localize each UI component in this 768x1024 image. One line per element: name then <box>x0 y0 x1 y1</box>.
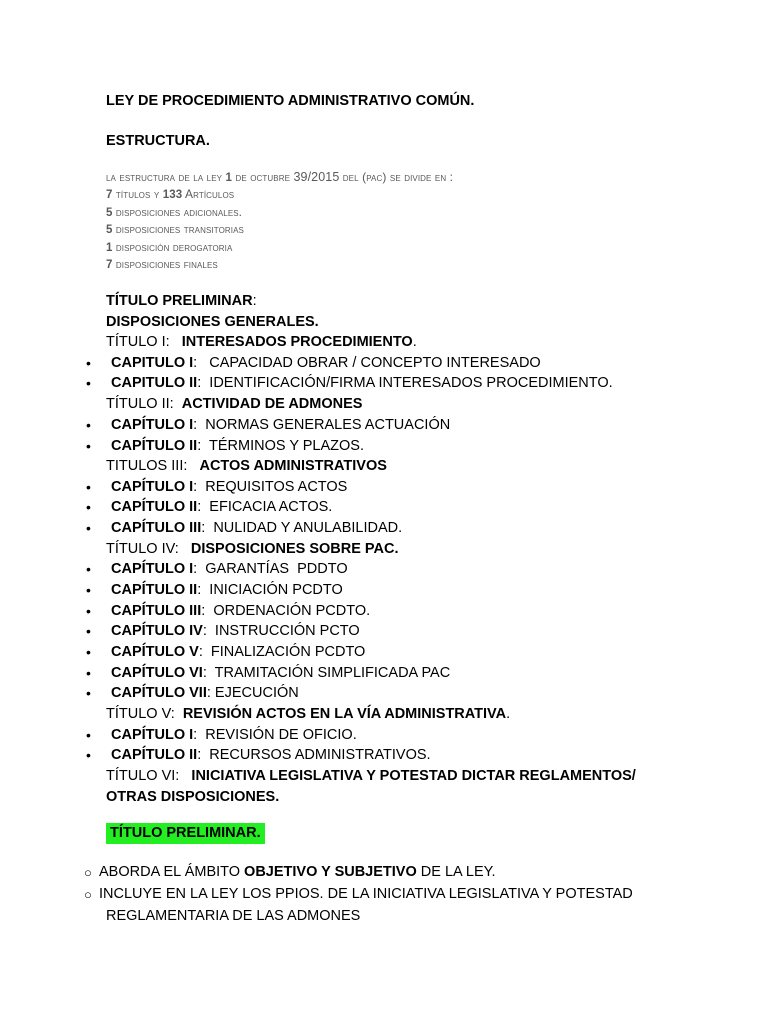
bullet-icon: • <box>86 499 91 515</box>
bullet-icon: • <box>86 603 91 619</box>
list-item <box>111 685 299 701</box>
count-number: 7 <box>106 189 113 201</box>
chapter-text: REQUISITOS ACTOS <box>197 479 348 495</box>
list-item <box>111 479 347 495</box>
titulo-name: INTERESADOS PROCEDIMIENTO <box>181 334 413 350</box>
chapter-text: CAPACIDAD OBRAR / CONCEPTO INTERESADO <box>197 355 541 371</box>
titulo-5-heading <box>106 706 510 722</box>
bullet-icon: • <box>86 375 91 391</box>
titulo-end: . <box>506 706 511 722</box>
count-additional <box>106 205 242 219</box>
chapter-label: CAPÍTULO I <box>111 727 194 743</box>
count-transitional <box>106 222 244 236</box>
list-item <box>111 438 364 454</box>
chapter-separator: : <box>197 582 202 598</box>
intro-law-number: 39/2015 <box>293 170 340 184</box>
titulo-2-heading <box>106 396 362 412</box>
count-text: disposiciones transitorias <box>112 222 244 236</box>
bullet-icon: • <box>86 561 91 577</box>
count-text: disposición derogatoria <box>112 240 233 254</box>
chapter-separator: : <box>193 417 198 433</box>
chapter-separator: : <box>202 665 207 681</box>
list-item <box>111 603 370 619</box>
document-title: LEY DE PROCEDIMIENTO ADMINISTRATIVO COMÚN. <box>106 93 475 109</box>
list-item <box>111 355 541 371</box>
titulo-colon: : <box>252 293 257 309</box>
list-item <box>111 520 402 536</box>
point-bold-text: OBJETIVO Y SUBJETIVO <box>244 864 417 880</box>
intro-text-pre: la estructura de la ley <box>106 170 226 184</box>
list-item <box>111 417 450 433</box>
chapter-separator: : <box>193 355 198 371</box>
chapter-text: INICIACIÓN PCDTO <box>201 582 343 598</box>
count-text: disposiciones adicionales. <box>112 205 243 219</box>
bullet-icon: • <box>86 417 91 433</box>
titulo-preliminar-heading <box>106 293 257 309</box>
point-text: DE LA LEY. <box>416 864 496 880</box>
chapter-text: NULIDAD Y ANULABILIDAD. <box>205 520 403 536</box>
chapter-separator: : <box>201 603 206 619</box>
chapter-text: INSTRUCCIÓN PCTO <box>206 623 360 639</box>
titulo-label: TÍTULO I: <box>106 334 170 350</box>
bullet-icon: • <box>86 665 91 681</box>
list-item <box>111 582 343 598</box>
titulo-label: TÍTULO VI: <box>106 768 180 784</box>
chapter-text: EJECUCIÓN <box>210 685 299 701</box>
count-number: 5 <box>106 224 113 236</box>
chapter-text: NORMAS GENERALES ACTUACIÓN <box>197 417 451 433</box>
point-text: ABORDA EL ÁMBITO <box>99 864 245 880</box>
list-item <box>111 727 357 743</box>
structure-heading: ESTRUCTURA. <box>106 133 210 149</box>
chapter-separator: : <box>193 561 198 577</box>
chapter-label: CAPÍTULO IV <box>111 623 203 639</box>
chapter-text: FINALIZACIÓN PCDTO <box>202 644 366 660</box>
chapter-label: CAPÍTULO I <box>111 561 194 577</box>
chapter-separator: : <box>198 644 203 660</box>
titulo-label: TÍTULO II: <box>106 396 174 412</box>
bullet-icon: • <box>86 582 91 598</box>
titulo-label: TÍTULO IV: <box>106 541 179 557</box>
chapter-label: CAPÍTULO II <box>111 582 198 598</box>
count-final <box>106 257 218 271</box>
chapter-text: GARANTÍAS PDDTO <box>197 561 348 577</box>
bullet-icon: • <box>86 438 91 454</box>
bullet-icon: • <box>86 520 91 536</box>
titulo-label: TÍTULO PRELIMINAR <box>106 293 253 309</box>
count-derogatory <box>106 240 232 254</box>
chapter-separator: : <box>197 438 202 454</box>
bullet-icon: • <box>86 747 91 763</box>
chapter-label: CAPÍTULO I <box>111 479 194 495</box>
structure-intro <box>106 170 453 184</box>
chapter-label: CAPÍTULO I <box>111 417 194 433</box>
chapter-separator: : <box>193 727 198 743</box>
intro-text-mid: de octubre <box>232 170 294 184</box>
titulo-6-heading <box>106 768 636 784</box>
count-text: títulos y <box>112 187 163 201</box>
intro-number-1: 1 <box>225 172 233 184</box>
point-item <box>99 864 496 880</box>
intro-text-post: del (pac) se divide en : <box>339 170 454 184</box>
bullet-icon: • <box>86 727 91 743</box>
chapter-separator: : <box>197 375 202 391</box>
titulo-6-continuation: OTRAS DISPOSICIONES. <box>106 789 280 805</box>
bullet-icon: • <box>86 685 91 701</box>
titulo-name: DISPOSICIONES SOBRE PAC. <box>190 541 399 557</box>
highlighted-heading-text: TÍTULO PRELIMINAR. <box>106 823 265 844</box>
titulo-name: REVISIÓN ACTOS EN LA VÍA ADMINISTRATIVA <box>182 706 507 722</box>
chapter-separator: : <box>201 520 206 536</box>
bullet-icon: • <box>86 623 91 639</box>
list-item <box>111 623 360 639</box>
chapter-label: CAPÍTULO II <box>111 438 198 454</box>
chapter-label: CAPÍTULO II <box>111 499 198 515</box>
bullet-icon: • <box>86 479 91 495</box>
titulo-end: . <box>412 334 417 350</box>
chapter-label: CAPÍTULO V <box>111 644 199 660</box>
bullet-icon: • <box>86 355 91 371</box>
circle-bullet-icon: ○ <box>84 865 92 880</box>
chapter-text: TRAMITACIÓN SIMPLIFICADA PAC <box>206 665 451 681</box>
count-titles-articles <box>106 187 234 201</box>
point-text: INCLUYE EN LA LEY LOS PPIOS. DE LA INICIATIVA LEGISLATIVA Y POTESTAD <box>99 886 633 902</box>
bullet-icon: • <box>86 644 91 660</box>
count-number: 133 <box>162 189 183 201</box>
chapter-separator: : <box>197 747 202 763</box>
point-item-continuation: REGLAMENTARIA DE LAS ADMONES <box>106 908 361 924</box>
chapter-label: CAPÍTULO VI <box>111 665 203 681</box>
chapter-text: ORDENACIÓN PCDTO. <box>205 603 371 619</box>
chapter-text: RECURSOS ADMINISTRATIVOS. <box>201 747 431 763</box>
count-number: 1 <box>106 242 113 254</box>
titulo-name: ACTIVIDAD DE ADMONES <box>181 396 363 412</box>
chapter-separator: : <box>193 479 198 495</box>
count-text: disposiciones finales <box>112 257 218 271</box>
list-item <box>111 644 365 660</box>
count-number: 5 <box>106 207 113 219</box>
titulo-name: ACTOS ADMINISTRATIVOS <box>199 458 387 474</box>
titulo-4-heading <box>106 541 398 557</box>
chapter-label: CAPÍTULO VII <box>111 685 207 701</box>
list-item <box>111 561 348 577</box>
highlighted-heading <box>106 825 265 841</box>
chapter-text: IDENTIFICACIÓN/FIRMA INTERESADOS PROCEDIMIENTO. <box>201 375 613 391</box>
chapter-text: TÉRMINOS Y PLAZOS. <box>201 438 365 454</box>
titulo-label: TITULOS III: <box>106 458 188 474</box>
chapter-separator: : <box>206 685 211 701</box>
circle-bullet-icon: ○ <box>84 887 92 902</box>
titulo-label: TÍTULO V: <box>106 706 175 722</box>
titulo-1-heading <box>106 334 417 350</box>
chapter-text: REVISIÓN DE OFICIO. <box>197 727 357 743</box>
point-item <box>99 886 633 902</box>
list-item <box>111 375 613 391</box>
chapter-label: CAPÍTULO III <box>111 603 202 619</box>
list-item <box>111 499 332 515</box>
chapter-separator: : <box>197 499 202 515</box>
chapter-text: EFICACIA ACTOS. <box>201 499 333 515</box>
count-number: 7 <box>106 259 113 271</box>
chapter-label: CAPITULO I <box>111 355 194 371</box>
disposiciones-generales-heading: DISPOSICIONES GENERALES. <box>106 314 319 330</box>
chapter-separator: : <box>202 623 207 639</box>
list-item <box>111 747 431 763</box>
list-item <box>111 665 450 681</box>
chapter-label: CAPÍTULO II <box>111 747 198 763</box>
titulo-3-heading <box>106 458 387 474</box>
titulo-name: INICIATIVA LEGISLATIVA Y POTESTAD DICTAR REGLAMENTOS/ <box>191 768 636 784</box>
chapter-label: CAPÍTULO III <box>111 520 202 536</box>
chapter-label: CAPITULO II <box>111 375 198 391</box>
count-text: Artículos <box>182 187 235 201</box>
